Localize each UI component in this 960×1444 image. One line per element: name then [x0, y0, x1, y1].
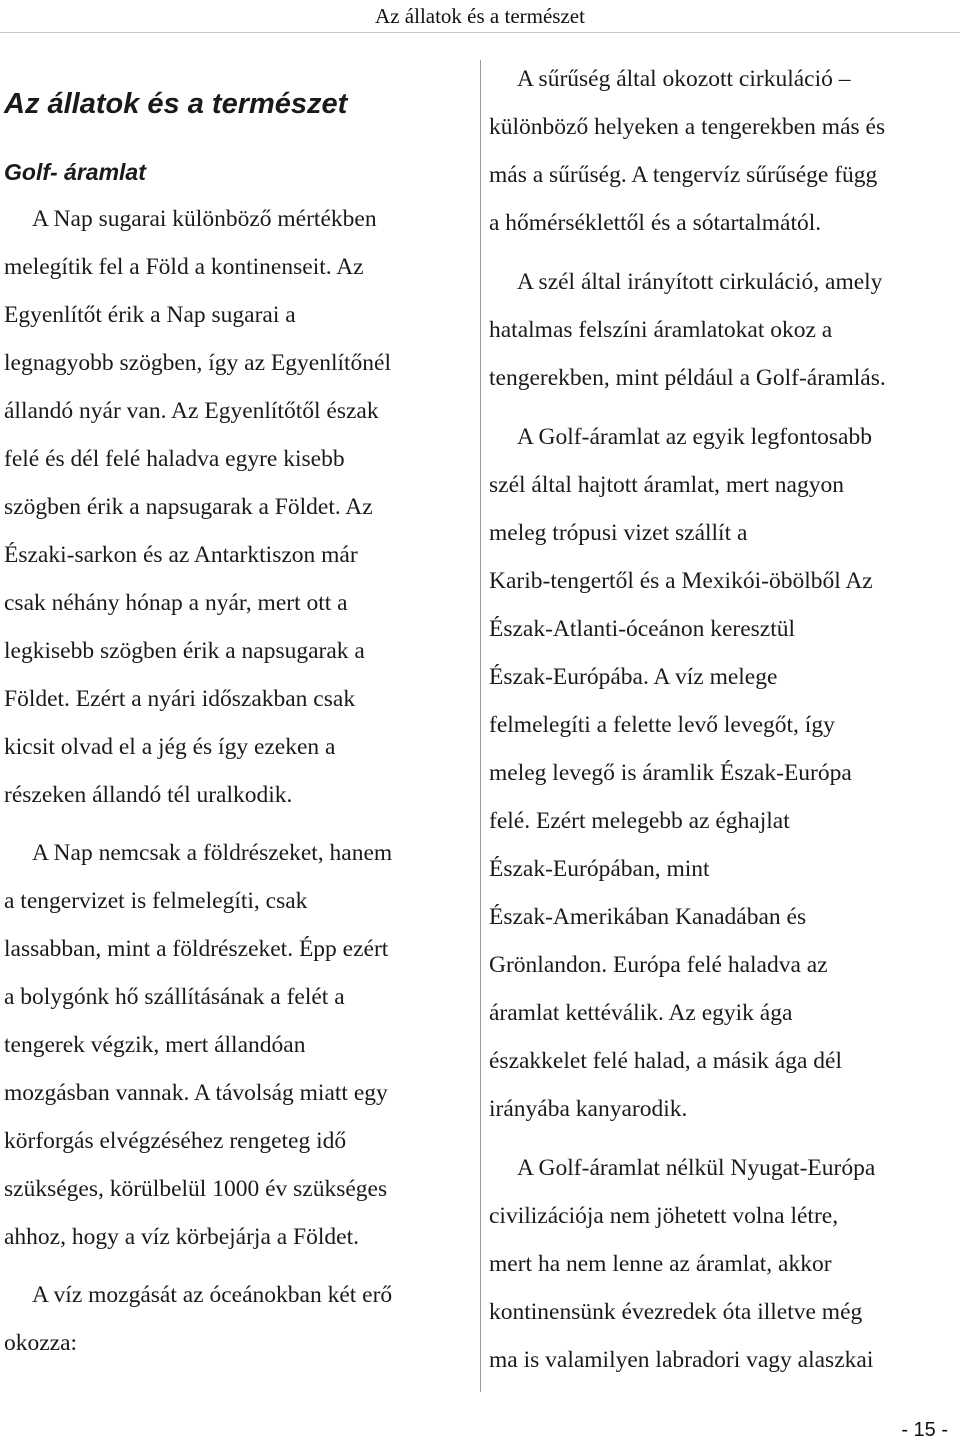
text-line: legkisebb szögben érik a napsugarak a — [4, 638, 365, 664]
text-line: ahhoz, hogy a víz körbejárja a Földet. — [4, 1224, 359, 1250]
column-divider — [480, 60, 481, 1392]
text-line: meleg levegő is áramlik Észak-Európa — [489, 760, 852, 786]
text-line: felé. Ezért melegebb az éghajlat — [489, 808, 790, 834]
page-number: - 15 - — [901, 1419, 948, 1441]
text-line: A sűrűség által okozott cirkuláció – — [517, 66, 851, 92]
text-line: északkelet felé halad, a másik ága dél — [489, 1048, 842, 1074]
text-line: a tengervizet is felmelegíti, csak — [4, 888, 308, 914]
text-line: kicsit olvad el a jég és így ezeken a — [4, 734, 336, 760]
text-line: tengerekben, mint például a Golf-áramlás. — [489, 365, 886, 391]
text-line: legnagyobb szögben, így az Egyenlítőnél — [4, 350, 391, 376]
text-line: A víz mozgását az óceánokban két erő — [32, 1282, 393, 1308]
text-line: Karib-tengertől és a Mexikói-öbölből Az — [489, 568, 873, 594]
paragraph — [489, 55, 957, 247]
text-line: A Golf-áramlat nélkül Nyugat-Európa — [517, 1155, 876, 1181]
text-line: a bolygónk hő szállításának a felét a — [4, 984, 345, 1010]
text-line: szél által hajtott áramlat, mert nagyon — [489, 472, 844, 498]
paragraph — [4, 195, 466, 819]
text-line: Egyenlítőt érik a Nap sugarai a — [4, 302, 296, 328]
text-line: Észak-Európában, mint — [489, 856, 710, 882]
text-line: felé és dél felé haladva egyre kisebb — [4, 446, 345, 472]
text-line: részeken állandó tél uralkodik. — [4, 782, 293, 808]
text-line: Északi-sarkon és az Antarktiszon már — [4, 542, 358, 568]
text-line: A szél által irányított cirkuláció, amely — [517, 269, 883, 295]
text-line: mozgásban vannak. A távolság miatt egy — [4, 1080, 388, 1106]
text-line: Észak-Amerikában Kanadában és — [489, 904, 807, 930]
text-line: állandó nyár van. Az Egyenlítőtől észak — [4, 398, 379, 424]
text-line: felmelegíti a felette levő levegőt, így — [489, 712, 835, 738]
text-line: szögben érik a napsugarak a Földet. Az — [4, 494, 373, 520]
text-line: civilizációja nem jöhetett volna létre, — [489, 1203, 839, 1229]
text-line: lassabban, mint a földrészeket. Épp ezért — [4, 936, 389, 962]
text-line: Grönlandon. Európa felé haladva az — [489, 952, 828, 978]
text-line: a hőmérséklettől és a sótartalmától. — [489, 210, 822, 236]
text-line: okozza: — [4, 1330, 78, 1356]
text-line: irányába kanyarodik. — [489, 1096, 688, 1122]
text-line: más a sűrűség. A tengervíz sűrűsége függ — [489, 162, 878, 188]
text-line: Földet. Ezért a nyári időszakban csak — [4, 686, 356, 712]
text-line: Észak-Atlanti-óceánon keresztül — [489, 616, 796, 642]
paragraph — [489, 413, 957, 1133]
page-title: Az állatok és a természet — [4, 88, 348, 120]
text-line: A Nap sugarai különböző mértékben — [32, 206, 377, 232]
text-line: körforgás elvégzéséhez rengeteg idő — [4, 1128, 347, 1154]
text-line: meleg trópusi vizet szállít a — [489, 520, 748, 546]
paragraph — [4, 829, 466, 1261]
text-line: melegítik fel a Föld a kontinenseit. Az — [4, 254, 364, 280]
text-line: A Nap nemcsak a földrészeket, hanem — [32, 840, 393, 866]
text-line: mert ha nem lenne az áramlat, akkor — [489, 1251, 832, 1277]
text-line: Észak-Európába. A víz melege — [489, 664, 778, 690]
paragraph — [4, 1271, 466, 1367]
running-header: Az állatok és a természet — [0, 0, 960, 33]
section-subtitle: Golf- áramlat — [4, 159, 146, 185]
text-line: különböző helyeken a tengerekben más és — [489, 114, 886, 140]
text-line: kontinensünk évezredek óta illetve még — [489, 1299, 863, 1325]
text-line: tengerek végzik, mert állandóan — [4, 1032, 306, 1058]
paragraph — [489, 1144, 957, 1384]
text-line: csak néhány hónap a nyár, mert ott a — [4, 590, 348, 616]
paragraph — [489, 258, 957, 402]
text-line: hatalmas felszíni áramlatokat okoz a — [489, 317, 833, 343]
text-line: ma is valamilyen labradori vagy alaszkai — [489, 1347, 874, 1373]
text-line: szükséges, körülbelül 1000 év szükséges — [4, 1176, 388, 1202]
text-line: áramlat kettéválik. Az egyik ága — [489, 1000, 793, 1026]
text-line: A Golf-áramlat az egyik legfontosabb — [517, 424, 872, 450]
